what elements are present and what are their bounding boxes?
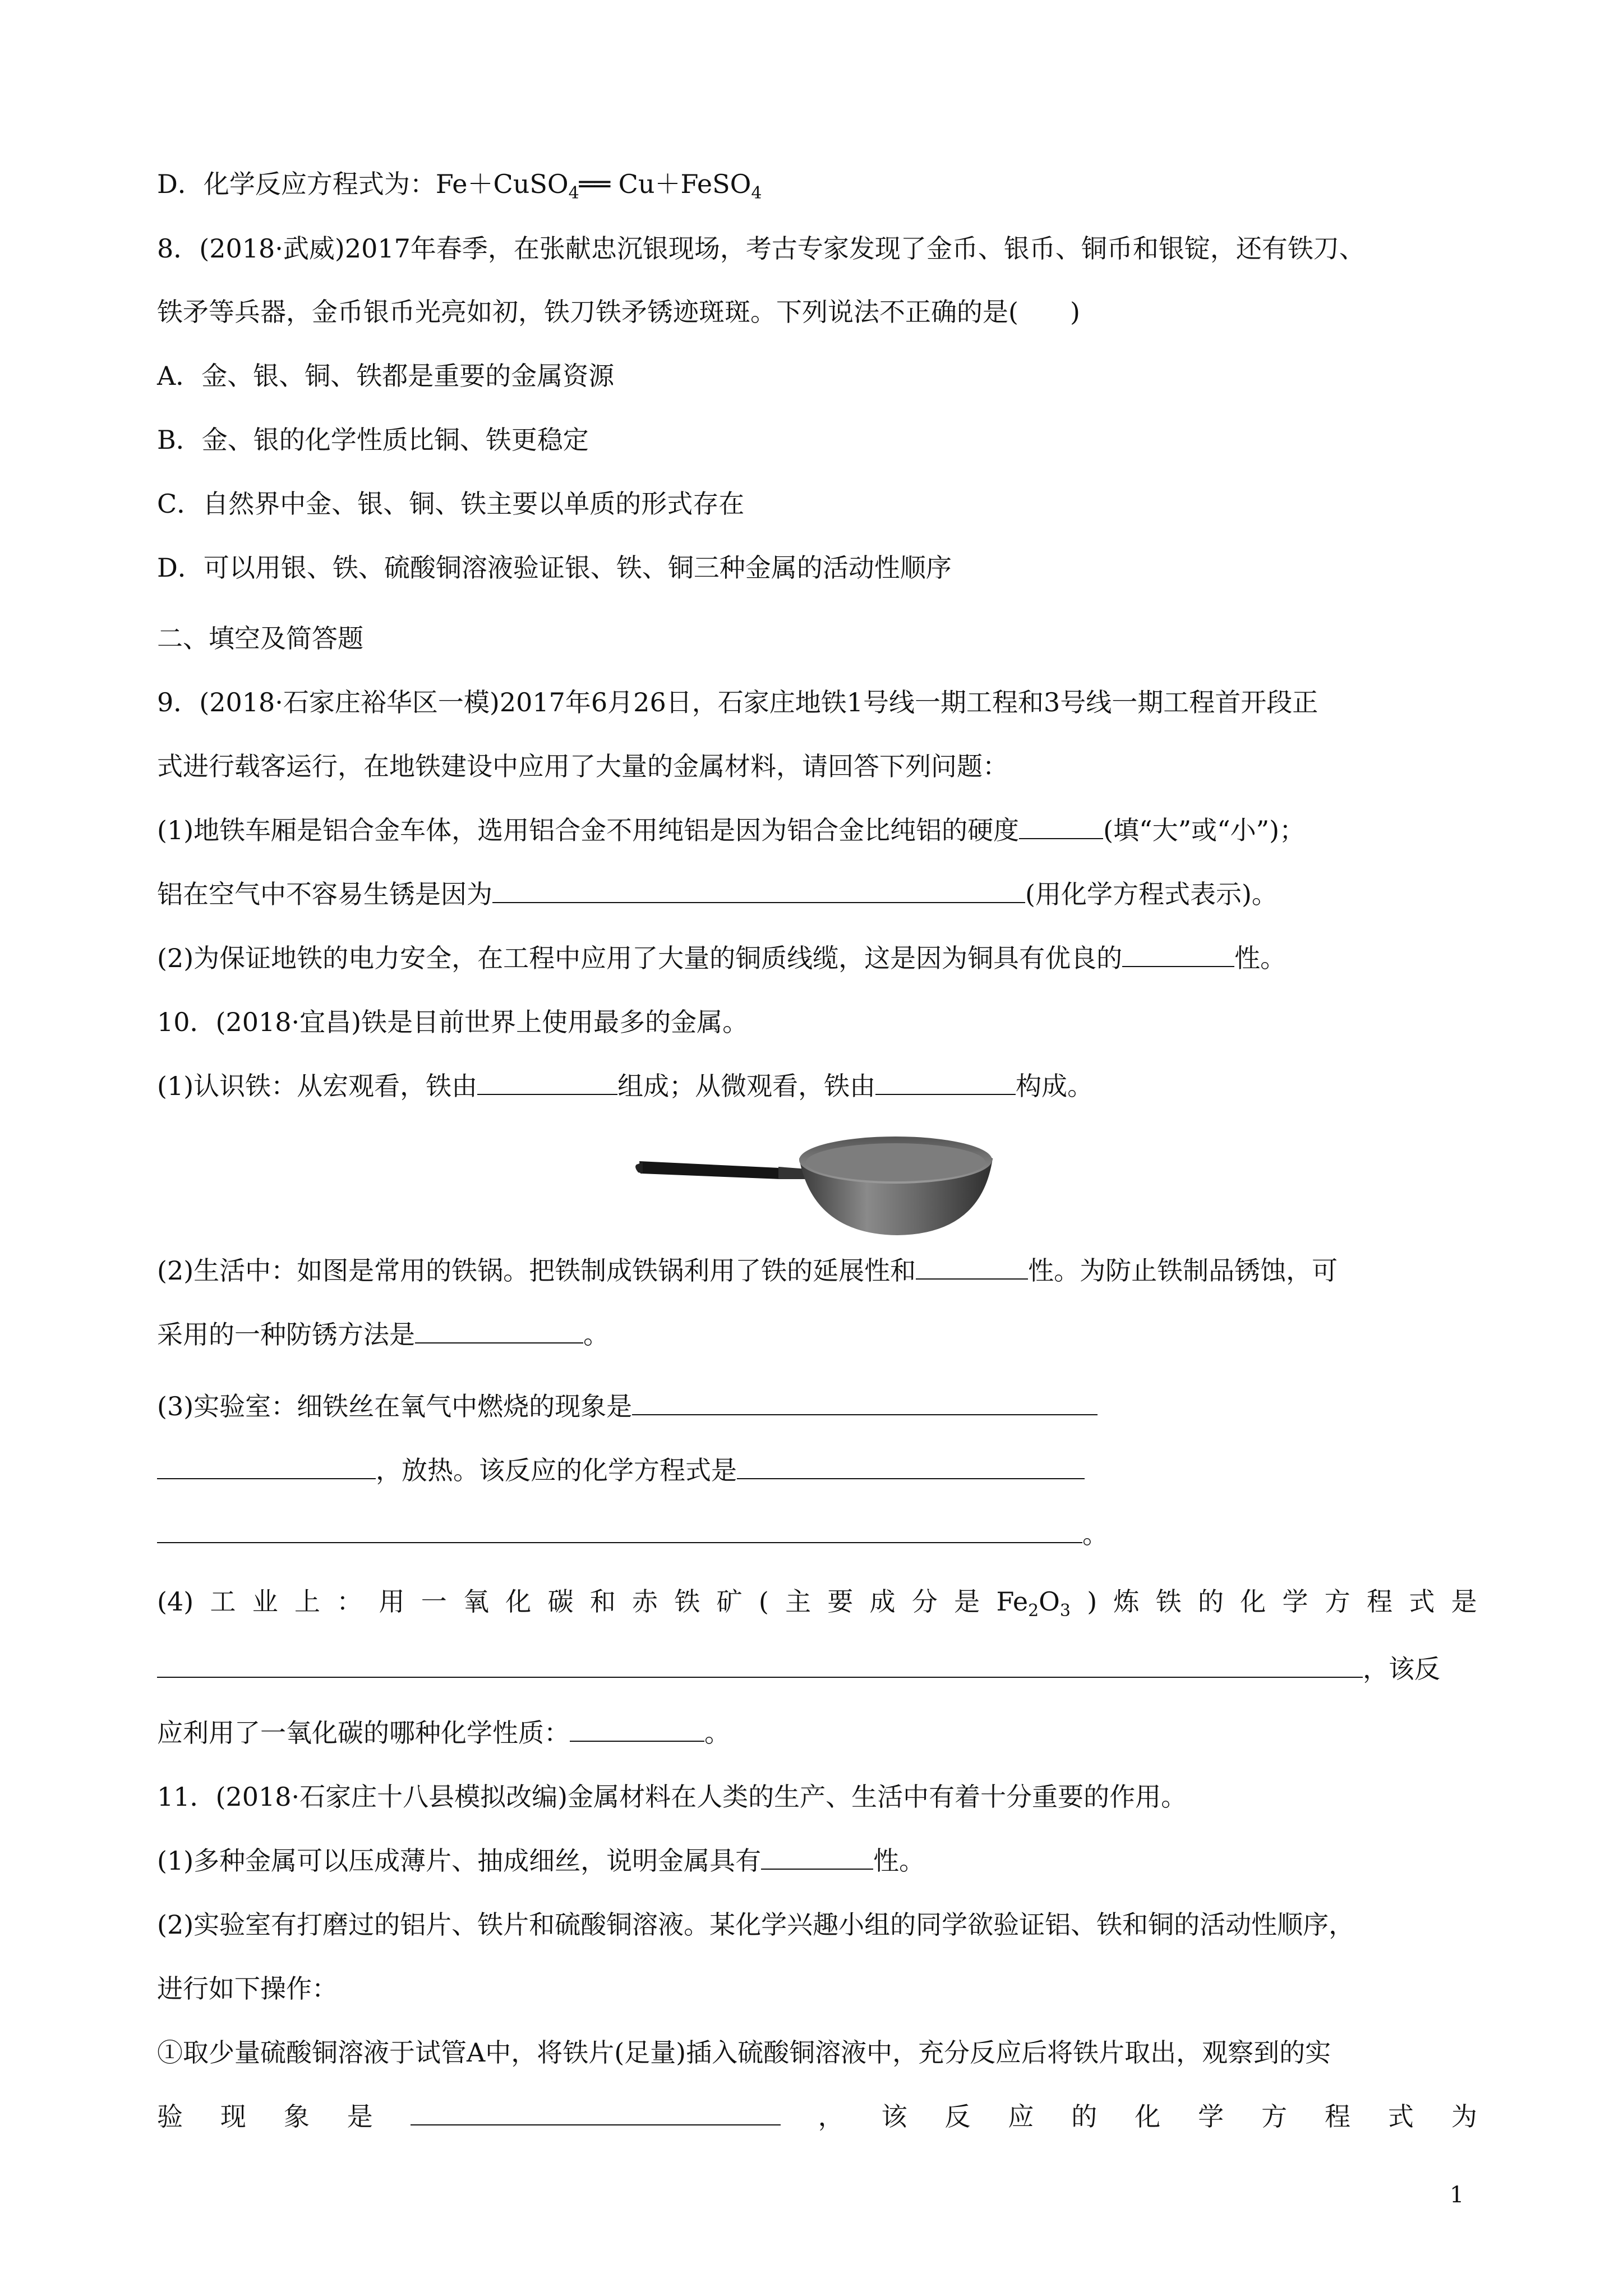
q10-part3: (3)实验室：细铁丝在氧气中燃烧的现象是 bbox=[157, 1389, 1098, 1423]
q11-step1-line1: ①取少量硫酸铜溶液于试管A中，将铁片(足量)插入硫酸铜溶液中，充分反应后将铁片取出，观察到的实 bbox=[157, 2037, 1331, 2068]
q8-option-b: B．金、银的化学性质比铜、铁更稳定 bbox=[157, 425, 589, 455]
blank[interactable] bbox=[875, 1069, 1016, 1095]
q10-stem: 10．(2018·宜昌)铁是目前世界上使用最多的金属。 bbox=[157, 1007, 749, 1037]
q8-option-d: D．可以用银、铁、硫酸铜溶液验证银、铁、铜三种金属的活动性顺序 bbox=[157, 553, 952, 583]
blank[interactable] bbox=[916, 1254, 1028, 1280]
q10-part3-eq: 。 bbox=[157, 1517, 1108, 1551]
blank[interactable] bbox=[761, 1844, 873, 1870]
q7-option-d: D．化学反应方程式为：Fe＋CuSO$_4$══ Cu＋FeSO$_4$ bbox=[157, 169, 762, 204]
blank[interactable] bbox=[477, 1069, 617, 1095]
blank[interactable] bbox=[411, 2100, 781, 2125]
wok-image bbox=[634, 1128, 998, 1240]
q8-stem-line2: 铁矛等兵器，金币银币光亮如初，铁刀铁矛锈迹斑斑。下列说法不正确的是( ) bbox=[157, 297, 1080, 327]
blank[interactable] bbox=[157, 1453, 376, 1479]
section-heading: 二、填空及简答题 bbox=[157, 623, 363, 654]
q10-part4: (4) 工 业 上 ： 用 一 氧 化 碳 和 赤 铁 矿 ( 主 要 成 分 是 $Fe_2O_3$ ) 炼 铁 的 化 学 方 程 式 是 bbox=[157, 1585, 1477, 1618]
q9-stem-line1: 9．(2018·石家庄裕华区一模)2017年6月26日，石家庄地铁1号线一期工程和3号线一期工程首开段正 bbox=[157, 687, 1318, 717]
blank[interactable] bbox=[632, 1389, 1098, 1415]
q10-part1: (1)认识铁：从宏观看，铁由 组成；从微观看，铁由 构成。 bbox=[157, 1069, 1093, 1103]
q8-option-a: A．金、银、铜、铁都是重要的金属资源 bbox=[157, 361, 615, 391]
q8-option-c: C．自然界中金、银、铜、铁主要以单质的形式存在 bbox=[157, 489, 745, 519]
blank[interactable] bbox=[570, 1716, 704, 1742]
blank[interactable] bbox=[737, 1453, 1085, 1479]
blank[interactable] bbox=[1019, 813, 1103, 839]
q8-stem-line1: 8．(2018·武威)2017年春季，在张献忠沉银现场，考古专家发现了金币、银币、铜币和银锭，还有铁刀、 bbox=[157, 233, 1365, 264]
q10-part4-eq: ，该反 bbox=[157, 1652, 1440, 1686]
wok-handle-end bbox=[635, 1162, 643, 1174]
q11-part2-line1: (2)实验室有打磨过的铝片、铁片和硫酸铜溶液。某化学兴趣小组的同学欲验证铝、铁和铜的活动性顺序， bbox=[157, 1910, 1355, 1940]
blank[interactable] bbox=[1122, 941, 1234, 967]
wok-interior bbox=[806, 1143, 985, 1181]
q10-part4-cont: 应利用了一氧化碳的哪种化学性质： 。 bbox=[157, 1716, 730, 1750]
blank[interactable] bbox=[415, 1318, 583, 1343]
q10-part2: (2)生活中：如图是常用的铁锅。把铁制成铁锅利用了铁的延展性和 性。为防止铁制品锈蚀，可 bbox=[157, 1254, 1338, 1287]
fe2o3-formula: $Fe_2O_3$ bbox=[996, 1586, 1071, 1621]
q11-stem: 11．(2018·石家庄十八县模拟改编)金属材料在人类的生产、生活中有着十分重要的作用。 bbox=[157, 1782, 1187, 1812]
wok-handle bbox=[639, 1161, 781, 1179]
blank[interactable] bbox=[157, 1652, 1363, 1678]
q10-part2-cont: 采用的一种防锈方法是 。 bbox=[157, 1318, 609, 1351]
blank[interactable] bbox=[492, 877, 1025, 903]
q9-part1: (1)地铁车厢是铝合金车体，选用铝合金不用纯铝是因为铝合金比纯铝的硬度 (填“大”或“小”)； bbox=[157, 813, 1305, 847]
page-number: 1 bbox=[1450, 2182, 1464, 2208]
q9-part2: (2)为保证地铁的电力安全，在工程中应用了大量的铜质线缆，这是因为铜具有优良的 性。 bbox=[157, 941, 1286, 975]
q9-part1-cont: 铝在空气中不容易生锈是因为 (用化学方程式表示)。 bbox=[157, 877, 1278, 911]
q11-step1-line2: 验 现 象 是 ， 该 反 应 的 化 学 方 程 式 为 bbox=[157, 2100, 1477, 2133]
blank[interactable] bbox=[157, 1517, 1082, 1543]
q11-part2-line2: 进行如下操作： bbox=[157, 1973, 338, 2004]
q10-part3-cont: ，放热。该反应的化学方程式是 bbox=[157, 1453, 1085, 1487]
q9-stem-line2: 式进行载客运行，在地铁建设中应用了大量的金属材料，请回答下列问题： bbox=[157, 751, 1008, 781]
q11-part1: (1)多种金属可以压成薄片、抽成细丝，说明金属具有 性。 bbox=[157, 1844, 925, 1878]
